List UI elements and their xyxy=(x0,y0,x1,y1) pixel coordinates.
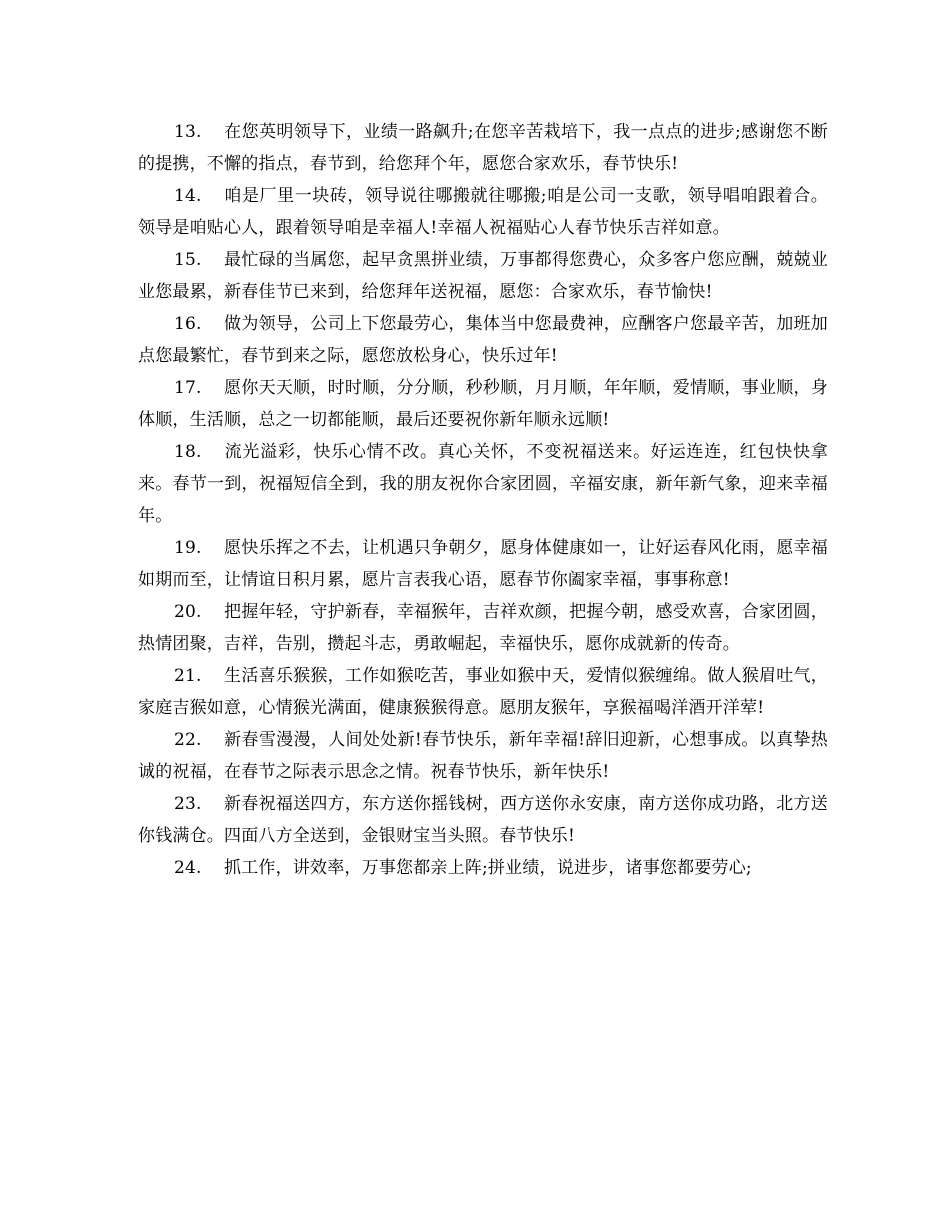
item-number: 13. xyxy=(174,122,202,142)
item-number: 14. xyxy=(174,186,202,206)
list-item xyxy=(138,724,828,788)
item-number: 18. xyxy=(174,442,202,462)
item-number: 23. xyxy=(174,794,202,814)
list-item xyxy=(138,180,828,244)
item-text: 愿快乐挥之不去，让机遇只争朝夕，愿身体健康如一，让好运春风化雨，愿幸福如期而至，让情谊日积月累，愿片言表我心语，愿春节你阖家幸福，事事称意! xyxy=(138,538,828,590)
item-text: 生活喜乐猴猴，工作如猴吃苦，事业如猴中天，爱情似猴缠绵。做人猴眉吐气，家庭吉猴如意，心情猴光满面，健康猴猴得意。愿朋友猴年，享猴福喝洋酒开洋荤! xyxy=(138,666,828,718)
list-item xyxy=(138,596,828,660)
item-text: 咱是厂里一块砖，领导说往哪搬就往哪搬;咱是公司一支歌，领导唱咱跟着合。领导是咱贴心人，跟着领导咱是幸福人!幸福人祝福贴心人春节快乐吉祥如意。 xyxy=(138,186,828,238)
list-item xyxy=(138,116,828,180)
list-item xyxy=(138,852,828,884)
item-number: 24. xyxy=(174,858,202,878)
item-text: 流光溢彩，快乐心情不改。真心关怀，不变祝福送来。好运连连，红包快快拿来。春节一到，祝福短信全到，我的朋友祝你合家团圆，辛福安康，新年新气象，迎来幸福年。 xyxy=(138,442,828,526)
list-item xyxy=(138,436,828,532)
item-number: 21. xyxy=(174,666,202,686)
list-item xyxy=(138,372,828,436)
list-item xyxy=(138,308,828,372)
list-item xyxy=(138,788,828,852)
item-number: 20. xyxy=(174,602,202,622)
item-text: 把握年轻，守护新春，幸福猴年，吉祥欢颜，把握今朝，感受欢喜，合家团圆，热情团聚，吉祥，告别，攒起斗志，勇敢崛起，幸福快乐，愿你成就新的传奇。 xyxy=(138,602,828,654)
item-number: 17. xyxy=(174,378,202,398)
item-text: 抓工作，讲效率，万事您都亲上阵;拼业绩，说进步，诸事您都要劳心; xyxy=(224,858,752,878)
list-item xyxy=(138,244,828,308)
item-text: 最忙碌的当属您，起早贪黑拼业绩，万事都得您费心，众多客户您应酬，兢兢业业您最累，新春佳节已来到，给您拜年送祝福，愿您：合家欢乐，春节愉快! xyxy=(138,250,828,302)
item-number: 22. xyxy=(174,730,202,750)
item-text: 做为领导，公司上下您最劳心，集体当中您最费神，应酬客户您最辛苦，加班加点您最繁忙，春节到来之际，愿您放松身心，快乐过年! xyxy=(138,314,828,366)
item-text: 新春雪漫漫，人间处处新!春节快乐，新年幸福!辞旧迎新，心想事成。以真挚热诚的祝福，在春节之际表示思念之情。祝春节快乐，新年快乐! xyxy=(138,730,828,782)
list-item xyxy=(138,532,828,596)
item-number: 15. xyxy=(174,250,202,270)
document-page xyxy=(138,116,828,884)
list-item xyxy=(138,660,828,724)
item-text: 新春祝福送四方，东方送你摇钱树，西方送你永安康，南方送你成功路，北方送你钱满仓。四面八方全送到，金银财宝当头照。春节快乐! xyxy=(138,794,828,846)
item-text: 愿你天天顺，时时顺，分分顺，秒秒顺，月月顺，年年顺，爱情顺，事业顺，身体顺，生活顺，总之一切都能顺，最后还要祝你新年顺永远顺! xyxy=(138,378,828,430)
item-text: 在您英明领导下，业绩一路飙升;在您辛苦栽培下，我一点点的进步;感谢您不断的提携，不懈的指点，春节到，给您拜个年，愿您合家欢乐，春节快乐! xyxy=(138,122,828,174)
item-number: 16. xyxy=(174,314,202,334)
item-number: 19. xyxy=(174,538,202,558)
